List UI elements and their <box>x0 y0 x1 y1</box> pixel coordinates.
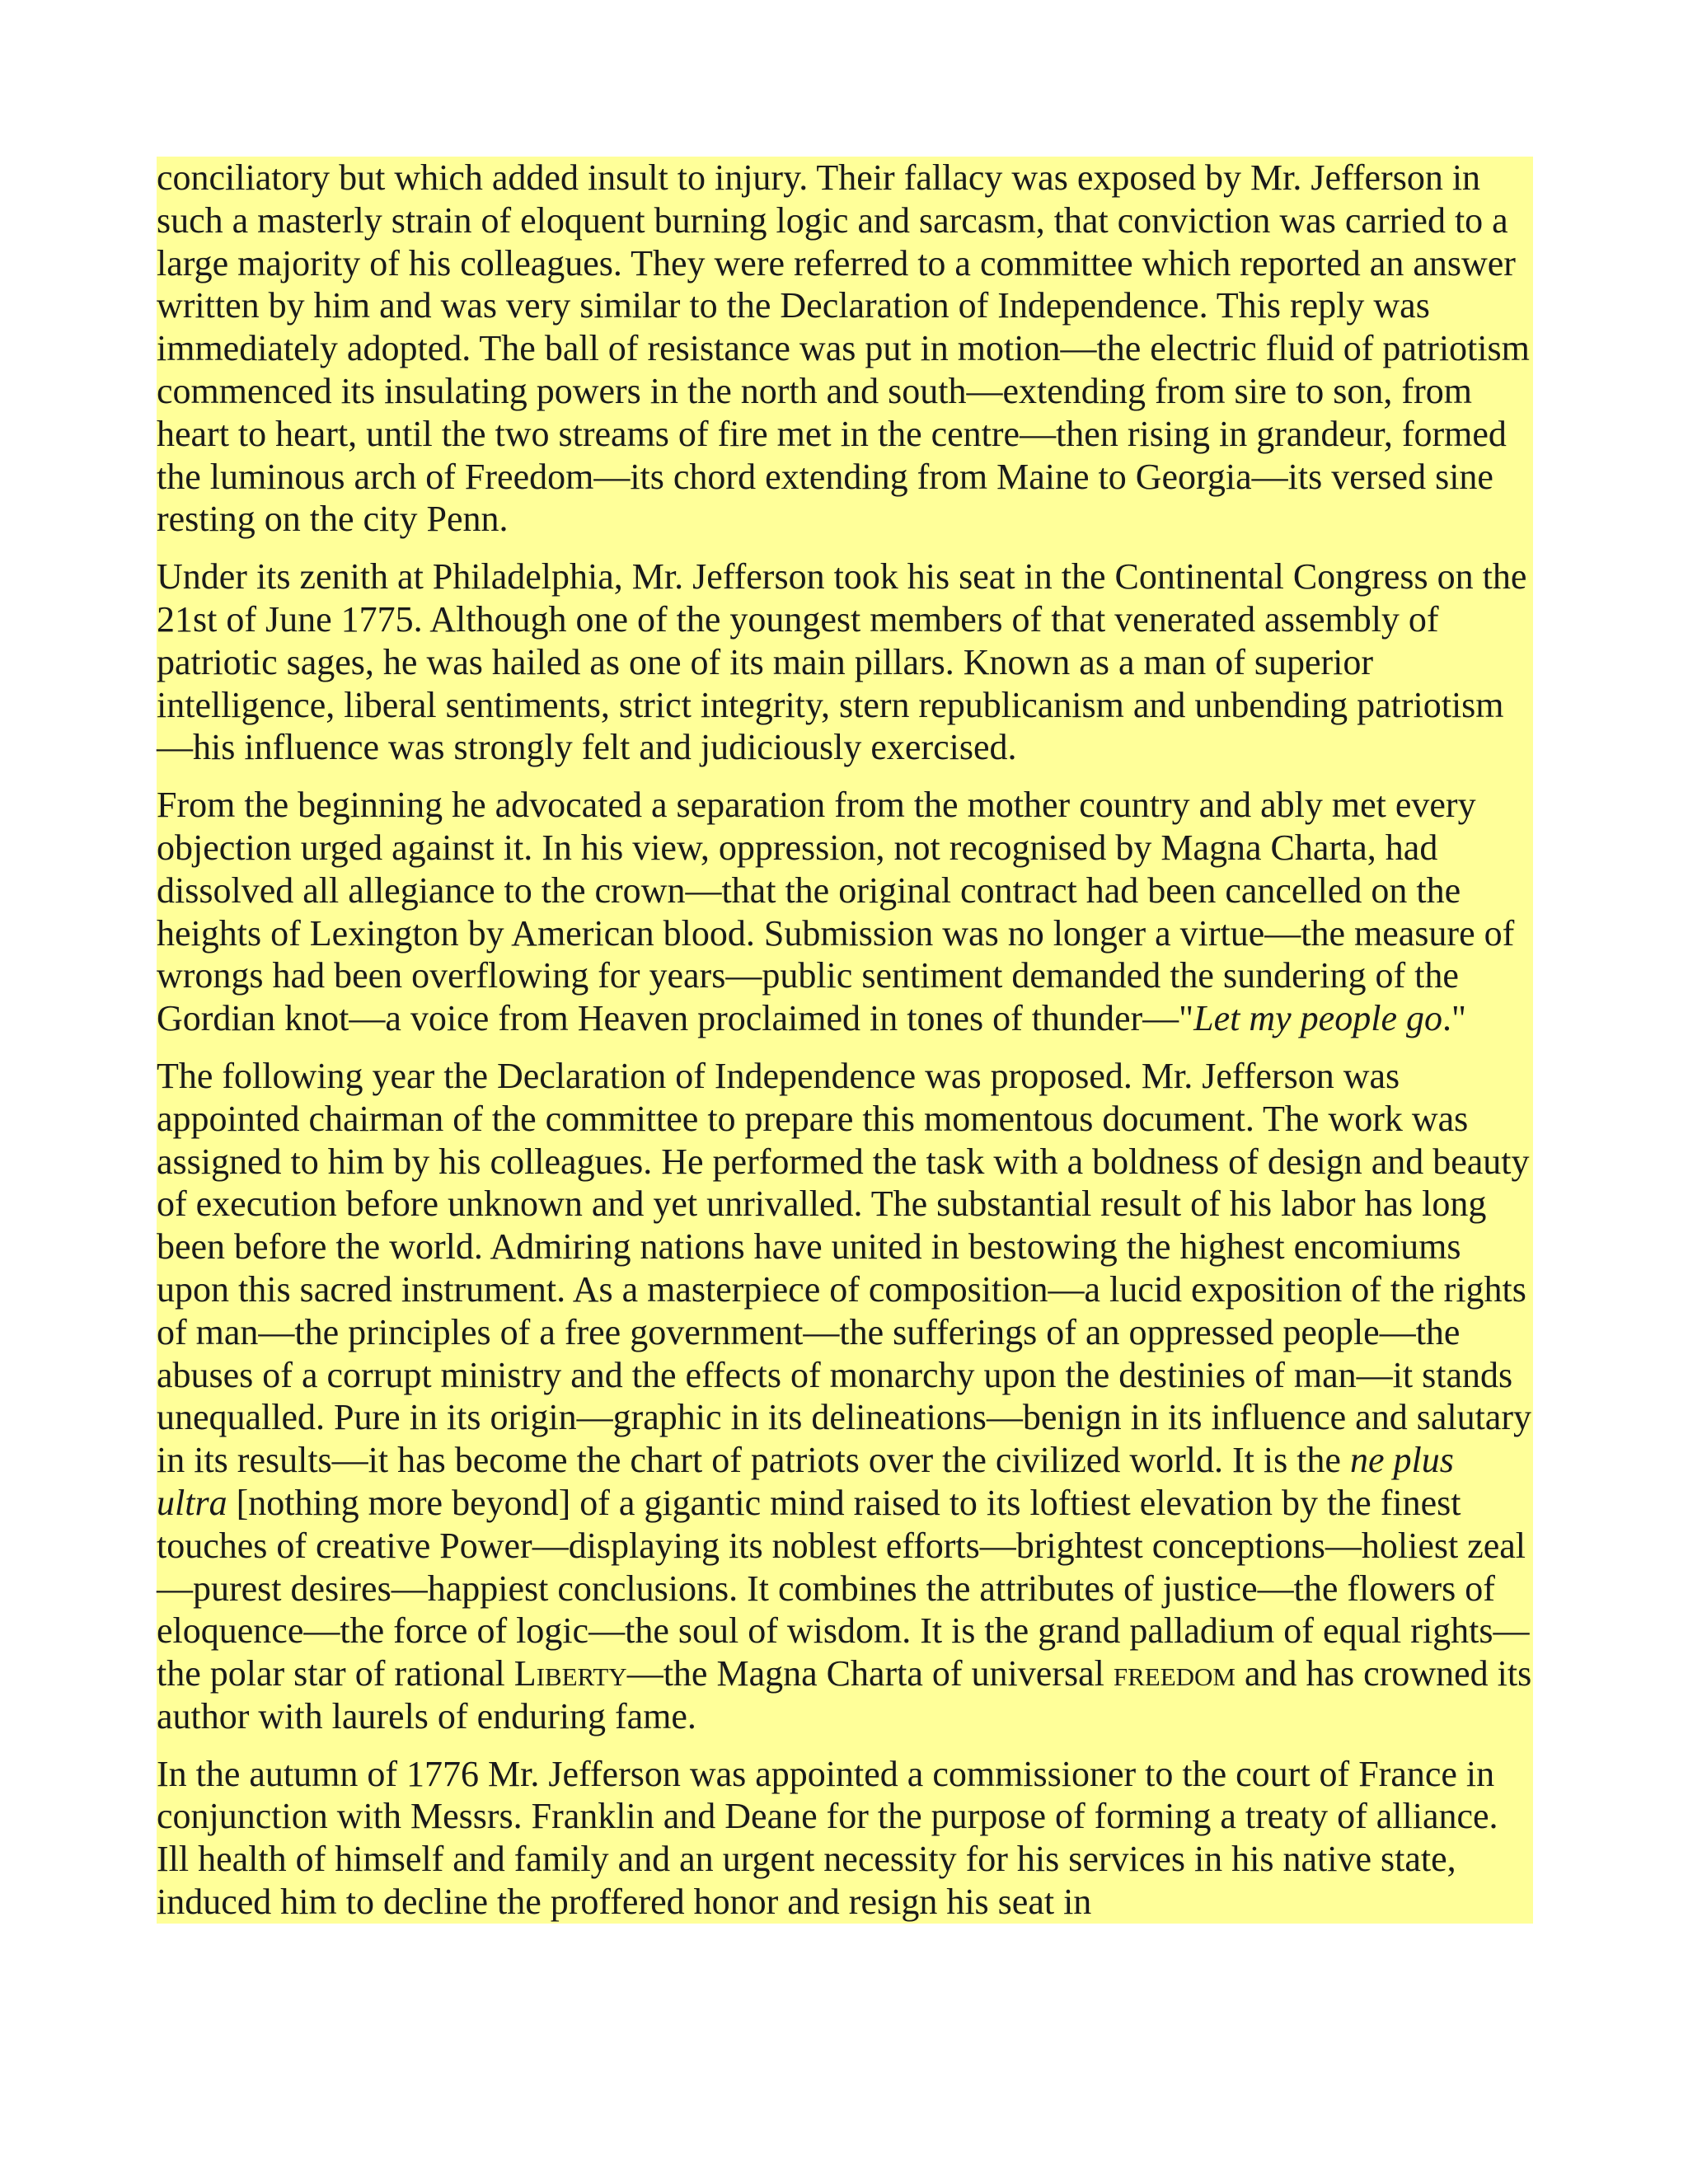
paragraph-text: The following year the Declaration of Independence was proposed. Mr. Jefferson was appointed chairman of the committee to prepare this momentous document. The work was assigned to him by his colleagues. He performed the task with a boldness of design and beauty of execution before unknown and yet unrivalled. The substantial result of his labor has long been before the world. Admiring nations have united in bestowing the highest encomiums upon this sacred instrument. As a masterpiece of composition—a lucid exposition of the rights of man—the principles of a free government—the sufferings of an oppressed people—the abuses of a corrupt ministry and the effects of monarchy upon the destinies of man—it stands unequalled. Pure in its origin—graphic in its delineations—benign in its influence and salutary in its results—it has become the chart of patriots over the civilized world. It is the <box>157 1055 1531 1481</box>
paragraph-text-end: and has crowned its author with laurels of enduring fame. <box>157 1653 1532 1736</box>
paragraph-text: conciliatory but which added insult to injury. Their fallacy was exposed by Mr. Jefferson in such a masterly strain of eloquent burning logic and sarcasm, that conviction was carried to a large majority of his colleagues. They were referred to a committee which reported an answer written by him and was very similar to the Declaration of Independence. This reply was immediately adopted. The ball of resistance was put in motion—the electric fluid of patriotism commenced its insulating powers in the north and south—extending from sire to son, from heart to heart, until the two streams of fire met in the centre—then rising in grandeur, formed the luminous arch of Freedom—its chord extending from Maine to Georgia—its versed sine resting on the city Penn. <box>157 157 1530 540</box>
paragraph-text-end: ." <box>1442 998 1466 1039</box>
paragraph-2 <box>157 555 1533 769</box>
paragraph-3 <box>157 784 1533 1040</box>
paragraph-text-mid2: —the Magna Charta of universal <box>626 1653 1114 1694</box>
paragraph-text-mid: [nothing more beyond] of a gigantic mind raised to its loftiest elevation by the finest touches of creative Power—displaying its noblest efforts—brightest conceptions—holiest zeal—purest desires—happiest conclusions. It combines the attributes of justice—the flowers of eloquence—the force of logic—the soul of wisdom. It is the grand palladium of equal rights—the polar star of rational <box>157 1482 1530 1694</box>
smallcaps-liberty: Liberty <box>513 1653 627 1694</box>
smallcaps-freedom: freedom <box>1113 1653 1236 1694</box>
italic-quote: Let my people go <box>1193 998 1442 1039</box>
paragraph-text: In the autumn of 1776 Mr. Jefferson was appointed a commissioner to the court of France in conjunction with Messrs. Franklin and Deane for the purpose of forming a treaty of alliance. Ill health of himself and family and an urgent necessity for his services in his native state, induced him to decline the proffered honor and resign his seat in <box>157 1753 1498 1923</box>
paragraph-1 <box>157 157 1533 541</box>
paragraph-text: Under its zenith at Philadelphia, Mr. Jefferson took his seat in the Continental Congress on the 21st of June 1775. Although one of the youngest members of that venerated assembly of patriotic sages, he was hailed as one of its main pillars. Known as a man of superior intelligence, liberal sentiments, strict integrity, stern republicanism and unbending patriotism—his influence was strongly felt and judiciously exercised. <box>157 556 1527 768</box>
italic-latin-phrase: ne plus ultra <box>157 1440 1454 1523</box>
paragraph-text: From the beginning he advocated a separation from the mother country and ably met every objection urged against it. In his view, oppression, not recognised by Magna Charta, had dissolved all allegiance to the crown—that the original contract had been cancelled on the heights of Lexington by American blood. Submission was no longer a virtue—the measure of wrongs had been overflowing for years—public sentiment demanded the sundering of the Gordian knot—a voice from Heaven proclaimed in tones of thunder—" <box>157 785 1515 1039</box>
document-body <box>157 157 1533 1924</box>
paragraph-4 <box>157 1055 1533 1738</box>
paragraph-5 <box>157 1753 1533 1924</box>
